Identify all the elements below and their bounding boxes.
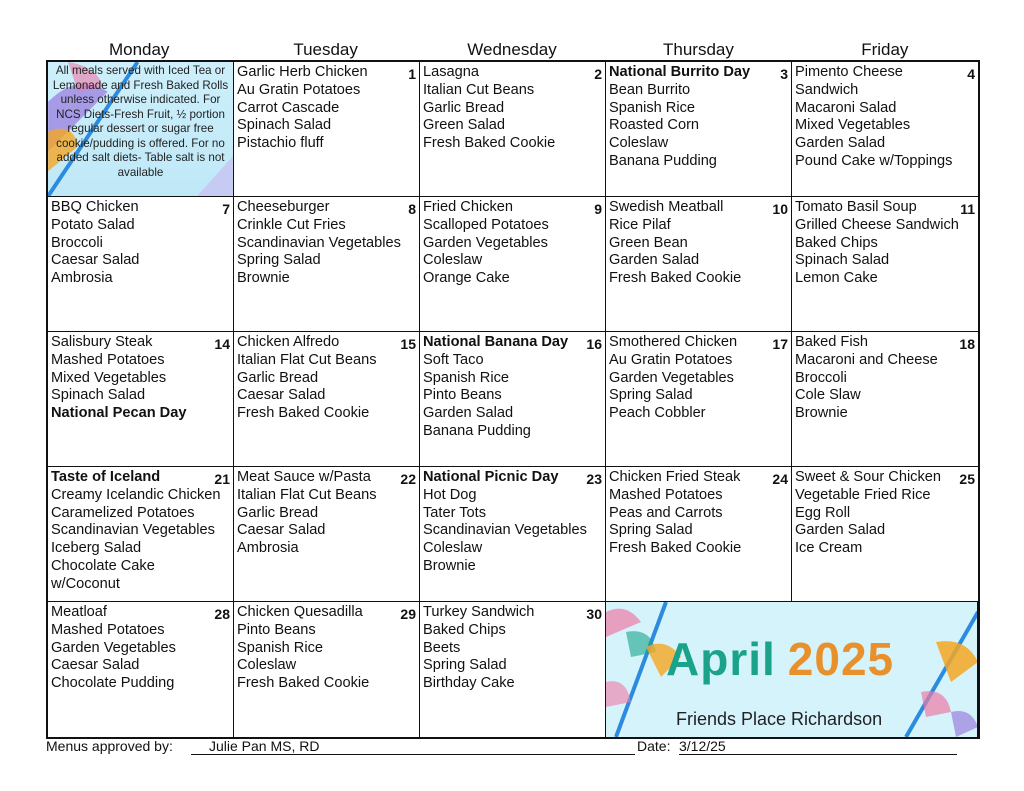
menu-item: Iceberg Salad	[51, 540, 142, 557]
day-cell-23	[420, 467, 606, 602]
day-number: 22	[400, 471, 416, 487]
day-cell-28	[48, 602, 234, 737]
menu-item: Smothered Chicken	[609, 334, 738, 350]
menu-item: Fresh Baked Cookie	[609, 540, 742, 557]
menu-item: Pound Cake w/Toppings	[795, 152, 953, 169]
menu-item: Hot Dog	[423, 486, 477, 503]
day-cell-17	[606, 332, 792, 467]
menu-item: Brownie	[423, 557, 476, 574]
menu-item: Coleslaw	[609, 135, 669, 152]
day-number: 2	[594, 66, 602, 82]
menu-item: Spanish Rice	[609, 99, 695, 116]
menu-item: Spring Salad	[609, 522, 693, 539]
menu-item: Garden Vegetables	[51, 639, 176, 656]
menu-item: Ice Cream	[795, 540, 863, 557]
day-cell-3	[606, 62, 792, 197]
menu-item: Caramelized Potatoes	[51, 504, 195, 521]
menu-item: Peas and Carrots	[609, 504, 723, 521]
menu-item: Mashed Potatoes	[51, 621, 165, 638]
menu-item: Green Bean	[609, 234, 688, 251]
menu-item: Broccoli	[51, 234, 103, 251]
day-number: 25	[959, 471, 975, 487]
menu-item: Fresh Baked Cookie	[237, 405, 370, 422]
menu-item: Salisbury Steak	[51, 334, 153, 350]
menu-item: Spring Salad	[237, 252, 321, 269]
banner-month: April	[666, 633, 776, 685]
menu-item: Cole Slaw	[795, 387, 861, 404]
menu-item: Lasagna	[423, 64, 479, 80]
menu-item: Bean Burrito	[609, 81, 691, 98]
day-number: 7	[222, 201, 230, 217]
menu-item: Garden Vegetables	[423, 234, 548, 251]
day-cell-18	[792, 332, 978, 467]
menu-item: Pimento Cheese	[795, 64, 903, 80]
day-cell-21	[48, 467, 234, 602]
approved-line	[191, 738, 635, 755]
menu-item: Meat Sauce w/Pasta	[237, 469, 371, 485]
day-number: 4	[967, 66, 975, 82]
day-number: 10	[772, 201, 788, 217]
banner-year: 2025	[787, 633, 895, 685]
menu-item: Coleslaw	[237, 657, 297, 674]
day-thursday: Thursday	[662, 40, 734, 59]
menu-item: Scandinavian Vegetables	[423, 522, 587, 539]
menu-item: Spinach Salad	[237, 117, 332, 134]
menu-item: Garden Vegetables	[609, 369, 734, 386]
menu-item: Garlic Bread	[237, 369, 319, 386]
menu-item: Sandwich	[795, 81, 859, 98]
day-cell-25	[792, 467, 978, 602]
menu-item: Au Gratin Potatoes	[237, 81, 361, 98]
menu-calendar	[46, 60, 980, 739]
day-cell-11	[792, 197, 978, 332]
menu-item: Cheeseburger	[237, 199, 330, 215]
banner-place: Friends Place Richardson	[676, 709, 883, 729]
menu-item: Spinach Salad	[51, 387, 146, 404]
day-cell-4	[792, 62, 978, 197]
day-number: 18	[959, 336, 975, 352]
day-number: 29	[400, 606, 416, 622]
menu-item: Tater Tots	[423, 504, 486, 521]
day-cell-8	[234, 197, 420, 332]
menu-item: Creamy Icelandic Chicken	[51, 486, 221, 503]
approval-date: 3/12/25	[679, 738, 726, 754]
day-number: 15	[400, 336, 416, 352]
menu-item: Au Gratin Potatoes	[609, 351, 733, 368]
menu-item: Sweet & Sour Chicken	[795, 469, 942, 485]
menu-item: Fresh Baked Cookie	[609, 270, 742, 287]
menu-item: Caesar Salad	[237, 387, 326, 404]
day-number: 24	[772, 471, 788, 487]
menu-note-cell	[48, 62, 234, 197]
menu-item: National Banana Day	[423, 334, 569, 350]
menu-item: Soft Taco	[423, 351, 484, 368]
menu-item: Mashed Potatoes	[609, 486, 723, 503]
month-banner	[606, 602, 978, 737]
menu-item: Fried Chicken	[423, 199, 514, 215]
menu-item: Ambrosia	[237, 540, 299, 557]
menu-item: Banana Pudding	[423, 422, 531, 439]
menu-item: Chicken Alfredo	[237, 334, 340, 350]
menu-item: Garden Salad	[609, 252, 700, 269]
menu-item: Garlic Bread	[423, 99, 505, 116]
day-cell-24	[606, 467, 792, 602]
date-label: Date:	[637, 738, 671, 754]
day-cell-14	[48, 332, 234, 467]
menu-item: Garlic Herb Chicken	[237, 64, 368, 80]
menu-item: BBQ Chicken	[51, 199, 139, 215]
menu-item: Garden Salad	[795, 522, 886, 539]
menu-item: Macaroni and Cheese	[795, 351, 938, 368]
menu-item: Baked Chips	[795, 234, 878, 251]
day-number: 1	[408, 66, 416, 82]
menu-item: Fresh Baked Cookie	[423, 135, 556, 152]
menu-item: Fresh Baked Cookie	[237, 675, 370, 692]
day-number: 23	[586, 471, 602, 487]
day-number: 17	[772, 336, 788, 352]
menu-item: Potato Salad	[51, 216, 135, 233]
menu-item: Ambrosia	[51, 270, 113, 287]
menu-item: Chocolate Cake	[51, 557, 155, 574]
menu-item: Coleslaw	[423, 252, 483, 269]
menu-item: Macaroni Salad	[795, 99, 897, 116]
menu-item: Peach Cobbler	[609, 405, 706, 422]
day-cell-15	[234, 332, 420, 467]
menu-item: Chicken Quesadilla	[237, 604, 363, 620]
menu-item: Spring Salad	[609, 387, 693, 404]
day-monday: Monday	[108, 40, 170, 59]
menu-item: Spring Salad	[423, 657, 507, 674]
approved-by: Julie Pan MS, RD	[209, 738, 320, 754]
menu-item: Roasted Corn	[609, 117, 700, 134]
day-number: 8	[408, 201, 416, 217]
menu-item: Brownie	[795, 405, 848, 422]
day-number: 11	[960, 201, 975, 217]
menu-item: Pinto Beans	[237, 621, 316, 638]
menu-item: Italian Flat Cut Beans	[237, 486, 377, 503]
menu-item: Baked Chips	[423, 621, 506, 638]
day-friday: Friday	[861, 40, 909, 59]
menu-item: National Burrito Day	[609, 64, 751, 80]
menu-item: Garden Salad	[795, 135, 886, 152]
menu-item: Vegetable Fried Rice	[795, 486, 931, 503]
menu-item: Caesar Salad	[51, 657, 140, 674]
menu-item: w/Coconut	[51, 575, 120, 592]
menu-item: National Pecan Day	[51, 405, 187, 422]
day-cell-16	[420, 332, 606, 467]
day-number: 16	[586, 336, 602, 352]
day-number: 14	[214, 336, 230, 352]
day-cell-9	[420, 197, 606, 332]
menu-item: Turkey Sandwich	[423, 604, 535, 620]
menu-item: Swedish Meatball	[609, 199, 724, 215]
menu-item: Baked Fish	[795, 334, 869, 350]
menu-item: Orange Cake	[423, 270, 510, 287]
menu-item: Spanish Rice	[423, 369, 509, 386]
menu-item: Beets	[423, 639, 461, 656]
menu-item: Tomato Basil Soup	[795, 199, 917, 215]
menu-item: Garlic Bread	[237, 504, 319, 521]
menu-item: Rice Pilaf	[609, 216, 671, 233]
menu-item: Chicken Fried Steak	[609, 469, 741, 485]
menu-item: Scalloped Potatoes	[423, 216, 549, 233]
day-number: 21	[214, 471, 230, 487]
menu-item: Caesar Salad	[237, 522, 326, 539]
approved-label: Menus approved by:	[46, 738, 173, 754]
menu-item: Egg Roll	[795, 504, 851, 521]
menu-item: Banana Pudding	[609, 152, 717, 169]
date-line	[679, 738, 957, 755]
day-wednesday: Wednesday	[467, 40, 557, 59]
menu-item: Pistachio fluff	[237, 135, 324, 152]
menu-item: Coleslaw	[423, 540, 483, 557]
menu-item: Grilled Cheese Sandwich	[795, 216, 959, 233]
day-cell-2	[420, 62, 606, 197]
day-number: 3	[780, 66, 788, 82]
menu-item: Scandinavian Vegetables	[51, 522, 215, 539]
menu-item: Meatloaf	[51, 604, 107, 620]
menu-item: Taste of Iceland	[51, 469, 161, 485]
menu-item: Spinach Salad	[795, 252, 890, 269]
menu-item: Pinto Beans	[423, 387, 502, 404]
menu-item: Mashed Potatoes	[51, 351, 165, 368]
menu-item: Mixed Vegetables	[795, 117, 911, 134]
menu-item: National Picnic Day	[423, 469, 559, 485]
day-number: 30	[586, 606, 602, 622]
menu-item: Scandinavian Vegetables	[237, 234, 401, 251]
menu-item: Spanish Rice	[237, 639, 323, 656]
day-cell-22	[234, 467, 420, 602]
day-cell-30	[420, 602, 606, 737]
day-cell-1	[234, 62, 420, 197]
menu-item: Garden Salad	[423, 405, 514, 422]
menu-item: Brownie	[237, 270, 290, 287]
day-number: 28	[214, 606, 230, 622]
day-number: 9	[594, 201, 602, 217]
day-tuesday: Tuesday	[293, 40, 358, 59]
menu-note-text: All meals served with Iced Tea or Lemonade and Fresh Baked Rolls unless otherwise indicated. For NCS Diets-Fresh Fruit, ½ portion regular dessert or sugar free cookie/pudding is offered. For no added salt diets- Table salt is not available	[52, 64, 229, 179]
menu-item: Chocolate Pudding	[51, 675, 175, 692]
menu-item: Italian Cut Beans	[423, 81, 535, 98]
day-cell-10	[606, 197, 792, 332]
day-cell-7	[48, 197, 234, 332]
day-cell-29	[234, 602, 420, 737]
menu-item: Mixed Vegetables	[51, 369, 167, 386]
menu-item: Broccoli	[795, 369, 847, 386]
menu-item: Carrot Cascade	[237, 99, 340, 116]
menu-item: Caesar Salad	[51, 252, 140, 269]
menu-item: Crinkle Cut Fries	[237, 216, 346, 233]
banner-title	[666, 632, 894, 686]
menu-item: Italian Flat Cut Beans	[237, 351, 377, 368]
menu-item: Lemon Cake	[795, 270, 878, 287]
weekday-header	[46, 40, 978, 60]
menu-item: Green Salad	[423, 117, 505, 134]
menu-item: Birthday Cake	[423, 675, 515, 692]
